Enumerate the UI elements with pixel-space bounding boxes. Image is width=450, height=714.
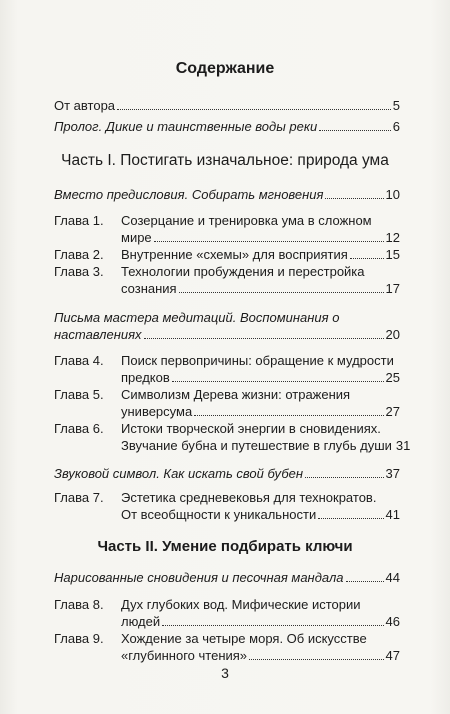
chapter-title-line: Хождение за четыре моря. Об искусстве [121, 631, 367, 646]
toc-entry-sound-symbol[interactable] [54, 465, 400, 483]
toc-chapter-8[interactable] [54, 596, 400, 614]
toc-entry-page: 25 [385, 370, 400, 385]
toc-entry-prologue[interactable] [54, 118, 400, 136]
toc-entry-mandala[interactable] [54, 569, 400, 587]
toc-entry-label: Звуковой символ. Как искать свой бубен [54, 466, 304, 481]
toc-chapter-3-cont[interactable] [54, 280, 400, 298]
toc-entry-page: 37 [385, 466, 400, 481]
chapter-title-line: мире [121, 230, 152, 245]
chapter-number: Глава 7. [54, 490, 104, 505]
chapter-number: Глава 8. [54, 597, 104, 612]
toc-chapter-5[interactable] [54, 386, 400, 404]
toc-entry-page: 6 [392, 119, 400, 134]
leader-dots [117, 97, 391, 110]
chapter-title-line: Символизм Дерева жизни: отражения [121, 387, 351, 402]
leader-dots [162, 613, 383, 626]
chapter-title-line: Созерцание и тренировка ума в сложном [121, 213, 372, 228]
chapter-number: Глава 3. [54, 264, 104, 279]
toc-entry-label: Письма мастера медитаций. Воспоминания о [54, 310, 340, 325]
chapter-number: Глава 9. [54, 631, 104, 646]
toc-entry-page: 46 [385, 614, 400, 629]
toc-chapter-2[interactable] [54, 246, 400, 264]
page-title: Содержание [175, 60, 275, 77]
chapter-title-line: «глубинного чтения» [121, 648, 248, 663]
leader-dots [346, 569, 384, 582]
toc-entry-page: 31 [395, 438, 411, 453]
chapter-title-line: Звучание бубна и путешествие в глубь души [121, 438, 392, 453]
toc-chapter-7[interactable] [54, 489, 400, 507]
chapter-title-line: Внутренние «схемы» для восприятия [121, 247, 348, 262]
chapter-title-line: От всеобщности к уникальности [121, 507, 317, 522]
chapter-number: Глава 2. [54, 247, 104, 262]
toc-entry-letters[interactable] [54, 309, 400, 327]
toc-chapter-6-cont[interactable] [54, 437, 411, 455]
leader-dots [305, 465, 384, 478]
toc-entry-page: 15 [385, 247, 400, 262]
chapter-title-line: Эстетика средневековья для технократов. [121, 490, 377, 505]
leader-dots [144, 326, 384, 339]
toc-chapter-7-cont[interactable] [54, 506, 400, 524]
leader-dots [179, 280, 384, 293]
chapter-title-line: Истоки творческой энергии в сновидениях. [121, 421, 381, 436]
chapter-number: Глава 6. [54, 421, 104, 436]
toc-chapter-1-cont[interactable] [54, 229, 400, 247]
toc-entry-page: 10 [385, 187, 400, 202]
leader-dots [154, 229, 384, 242]
toc-chapter-4[interactable] [54, 352, 400, 370]
chapter-title-line: Дух глубоких вод. Мифические истории [121, 597, 361, 612]
leader-dots [172, 369, 384, 382]
page-number: 3 [221, 665, 229, 681]
chapter-title-line: предков [121, 370, 170, 385]
toc-chapter-5-cont[interactable] [54, 403, 400, 421]
toc-chapter-3[interactable] [54, 263, 400, 281]
leader-dots [318, 506, 383, 519]
part-two-heading: Часть II. Умение подбирать ключи [97, 538, 353, 555]
chapter-number: Глава 5. [54, 387, 104, 402]
toc-entry-page: 44 [385, 570, 400, 585]
toc-chapter-4-cont[interactable] [54, 369, 400, 387]
toc-entry-label: Пролог. Дикие и таинственные воды реки [54, 119, 318, 134]
leader-dots [194, 403, 383, 416]
toc-entry-label: наставлениях [54, 327, 142, 342]
toc-chapter-6[interactable] [54, 420, 400, 438]
chapter-title-line: Технологии пробуждения и перестройка [121, 264, 365, 279]
leader-dots [319, 118, 391, 131]
toc-chapter-1[interactable] [54, 212, 400, 230]
chapter-number: Глава 4. [54, 353, 104, 368]
toc-chapter-9[interactable] [54, 630, 400, 648]
toc-chapter-8-cont[interactable] [54, 613, 400, 631]
part-one-heading: Часть I. Постигать изначальное: природа ума [61, 152, 389, 169]
toc-entry-author[interactable] [54, 97, 400, 115]
leader-dots [325, 186, 383, 199]
toc-entry-page: 17 [385, 281, 400, 296]
toc-entry-preface[interactable] [54, 186, 400, 204]
chapter-title-line: универсума [121, 404, 193, 419]
toc-entry-label: Вместо предисловия. Собирать мгновения [54, 187, 324, 202]
chapter-number: Глава 1. [54, 213, 104, 228]
chapter-title-line: людей [121, 614, 161, 629]
toc-entry-page: 47 [385, 648, 400, 663]
toc-entry-page: 41 [385, 507, 400, 522]
leader-dots [350, 246, 384, 259]
toc-entry-page: 27 [385, 404, 400, 419]
leader-dots [249, 647, 383, 660]
toc-chapter-9-cont[interactable] [54, 647, 400, 665]
toc-entry-label: От автора [54, 98, 116, 113]
chapter-title-line: Поиск первопричины: обращение к мудрости [121, 353, 394, 368]
toc-entry-page: 5 [392, 98, 400, 113]
toc-entry-page: 12 [385, 230, 400, 245]
toc-entry-page: 20 [385, 327, 400, 342]
chapter-title-line: сознания [121, 281, 177, 296]
toc-entry-letters-cont[interactable] [54, 326, 400, 344]
toc-entry-label: Нарисованные сновидения и песочная мандала [54, 570, 344, 585]
